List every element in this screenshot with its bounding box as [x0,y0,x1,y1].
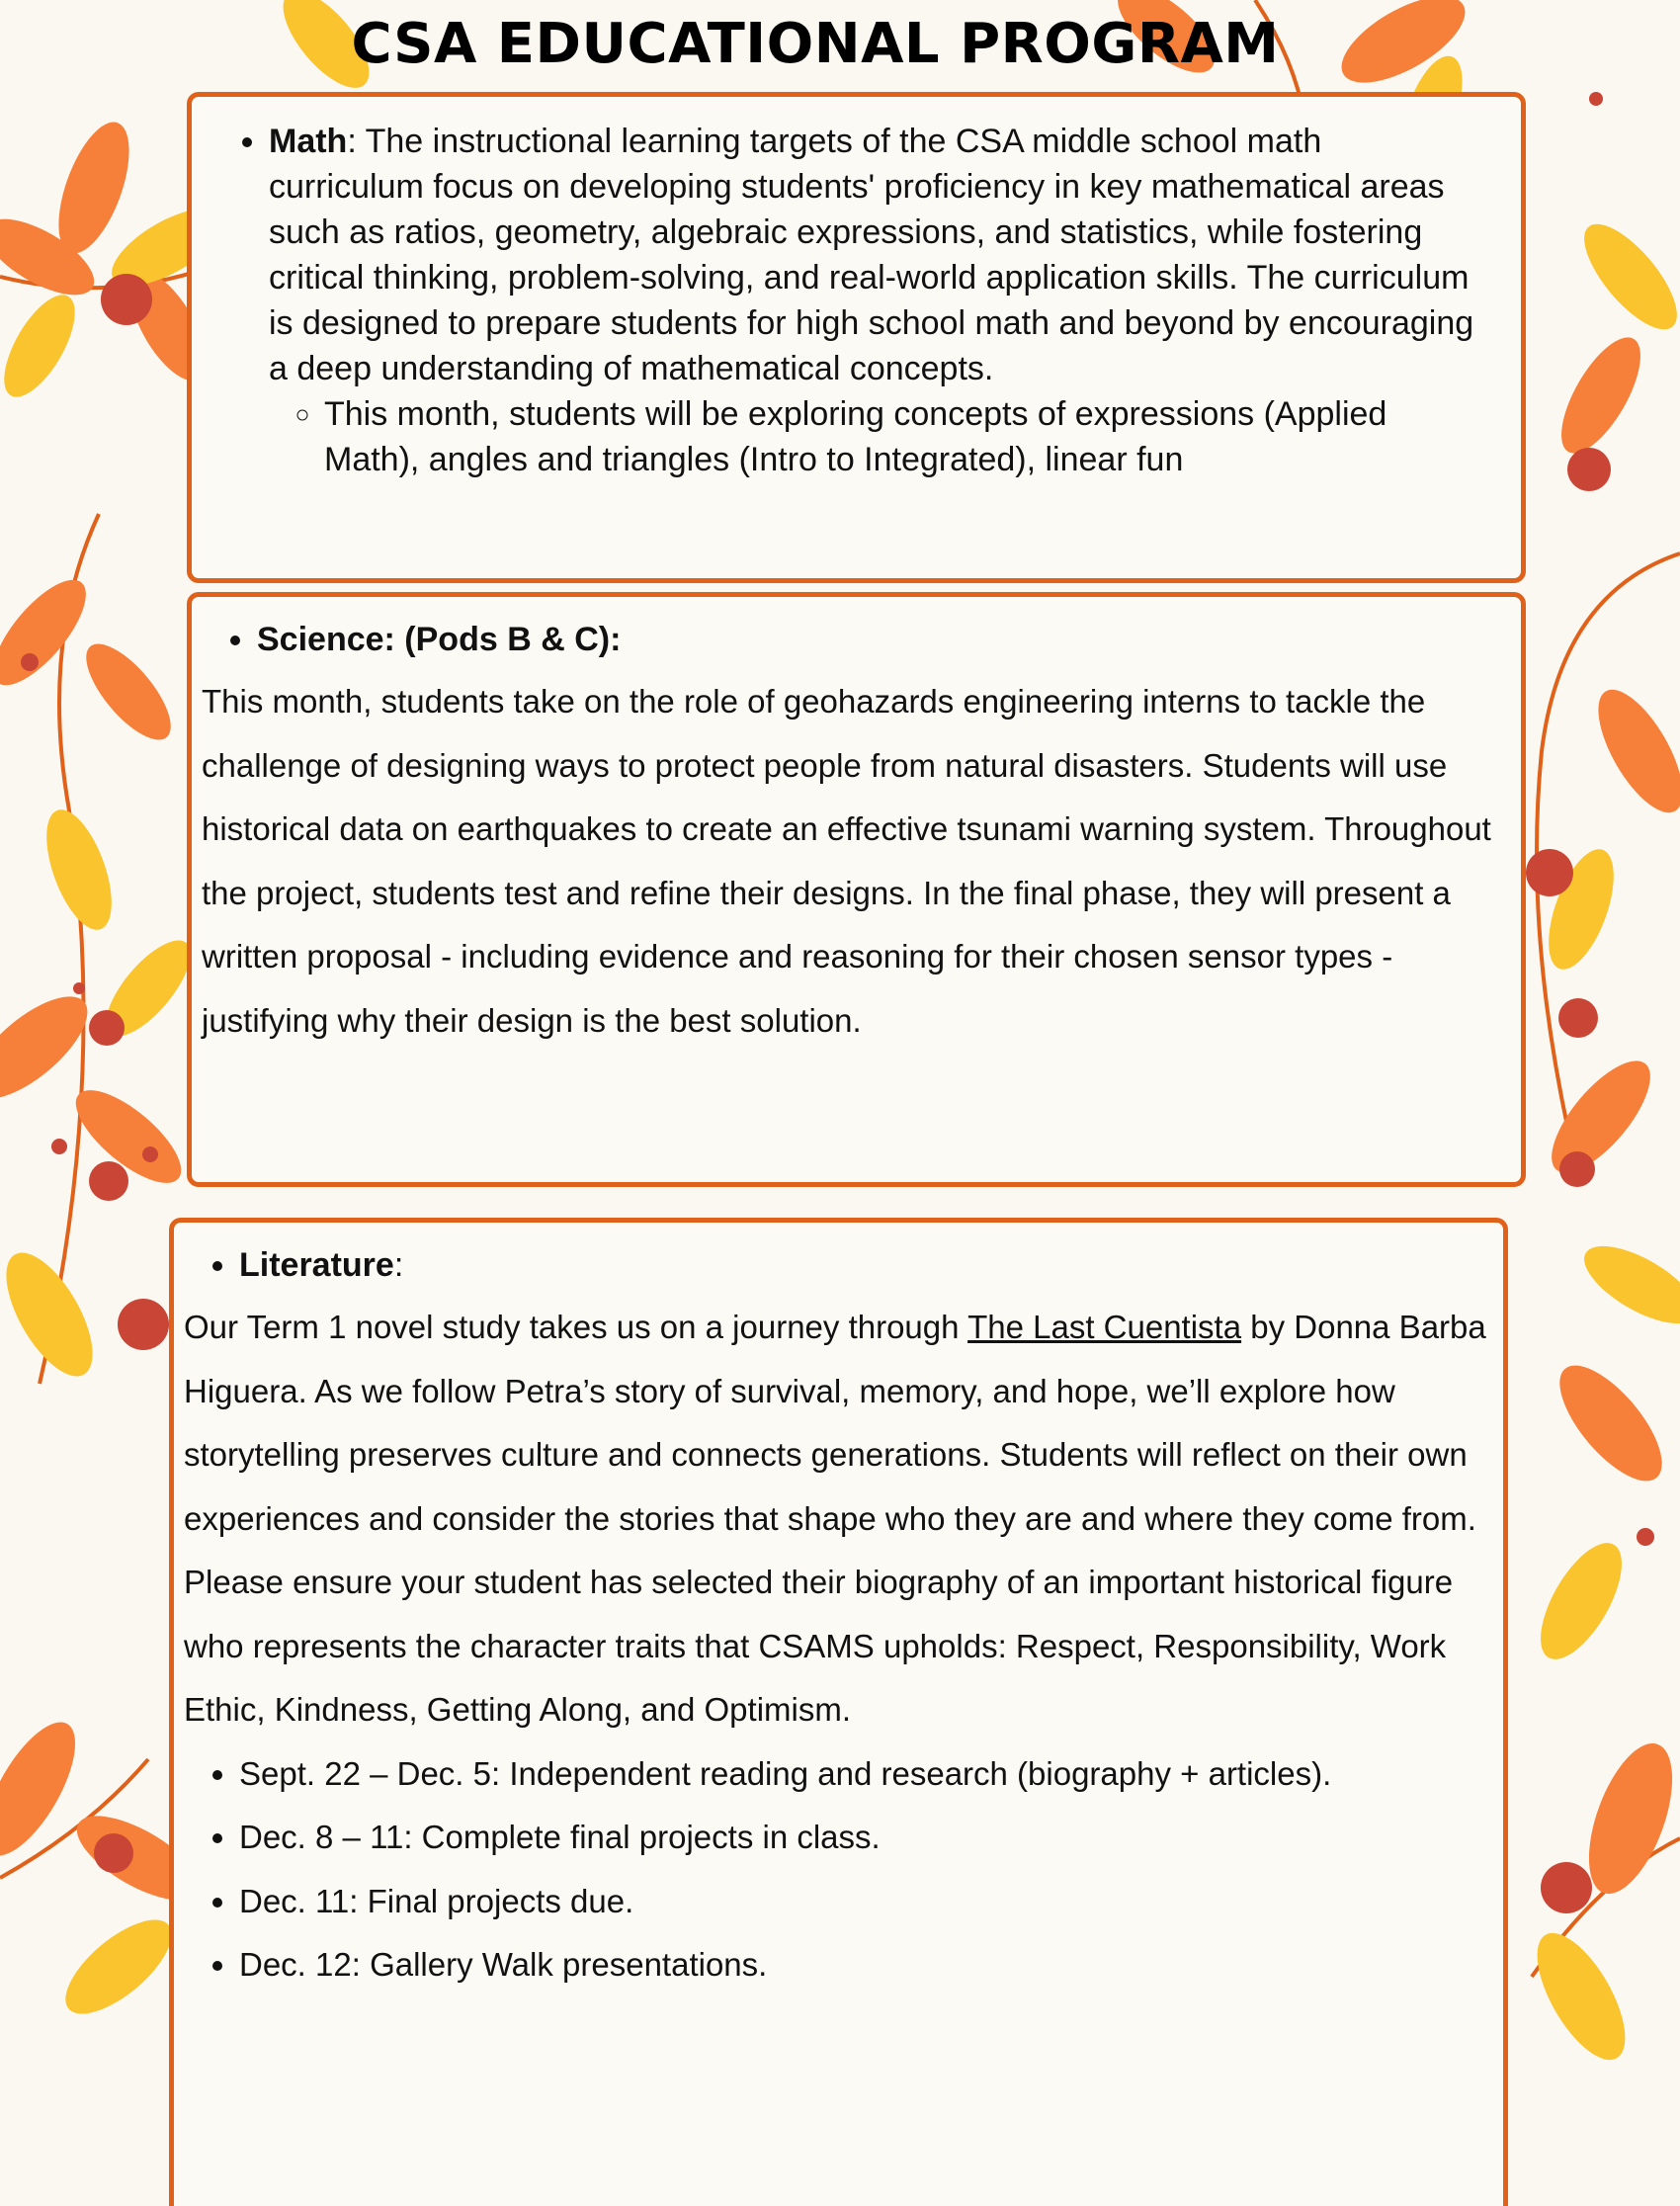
math-list [192,119,1521,482]
math-sub-list [269,391,1481,482]
literature-section [169,1218,1508,2206]
date-item: • Dec. 11: Final projects due. [239,1870,1503,1934]
science-heading: • Science: (Pods B & C): [257,615,1521,664]
page-title: CSA EDUCATIONAL PROGRAM [351,12,1280,76]
date-list [174,1742,1503,1997]
literature-label-suffix: : [393,1246,404,1284]
literature-label: Literature [239,1246,394,1284]
math-label: Math [269,123,348,160]
literature-heading [239,1240,1503,1290]
date-item: • Dec. 12: Gallery Walk presentations. [239,1933,1503,1997]
literature-paragraph-2: Please ensure your student has selected their biography of an important historical figure who represents the character traits that CSAMS upholds: Respect, Responsibility, Work Ethic, Kindness, Getting Along, and Optimism. [184,1564,1454,1728]
literature-intro [174,1296,1503,1551]
math-text: : The instructional learning targets of the CSA middle school math curriculum focus on developing students' proficiency in key mathematical areas such as ratios, geometry, algebraic expressions, and statistics, while fostering critical thinking, problem-solving, and real-world application skills. The curriculum is designed to prepare students for high school math and beyond by encouraging a deep understanding of mathematical concepts. [269,123,1474,387]
science-section [187,592,1526,1187]
math-sub-item: ◦ This month, students will be exploring concepts of expressions (Applied Math), angles and triangles (Intro to Integrated), linear fun [324,391,1481,482]
literature-intro-after: by Donna Barba Higuera. As we follow Petra’s story of survival, memory, and hope, we’ll explore how storytelling preserves culture and connects generations. Students will reflect on their own experiences and consider the stories that shape who they are and where they come from. [184,1309,1486,1537]
science-paragraph: This month, students take on the role of geohazards engineering interns to tackle the challenge of designing ways to protect people from natural disasters. Students will use historical data on earthquakes to create an effective tsunami warning system. Throughout the project, students test and refine their designs. In the final phase, they will present a written proposal - including evidence and reasoning for their chosen sensor types - justifying why their design is the best solution. [202,683,1491,1039]
book-title: The Last Cuentista [967,1309,1242,1345]
literature-heading-list [174,1240,1503,1290]
literature-intro-before: Our Term 1 novel study takes us on a journey through [184,1309,968,1345]
science-heading-list [192,615,1521,664]
date-item: • Dec. 8 – 11: Complete final projects in class. [239,1806,1503,1870]
math-item [269,119,1481,482]
date-item: • Sept. 22 – Dec. 5: Independent reading and research (biography + articles). [239,1742,1503,1807]
math-section [187,92,1526,583]
